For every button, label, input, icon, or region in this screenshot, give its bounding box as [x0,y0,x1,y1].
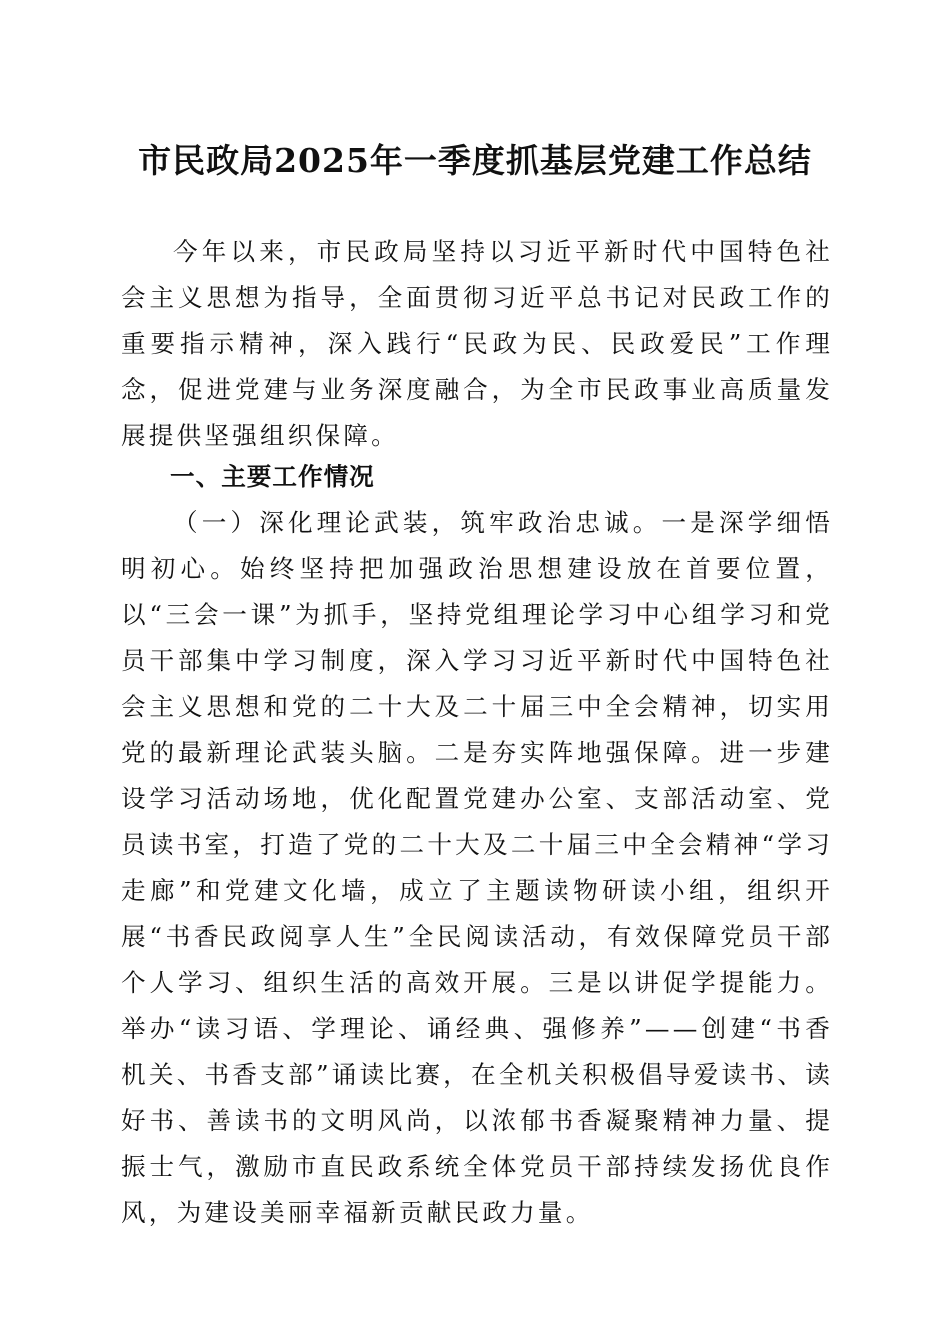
intro-paragraph: 今年以来，市民政局坚持以习近平新时代中国特色社会主义思想为指导，全面贯彻习近平总书记对民政工作的重要指示精神，深入践行“民政为民、民政爱民”工作理念，促进党建与业务深度融合，为全市民政事业高质量发展提供坚强组织保障。 [121,237,833,450]
section-heading: 一、主要工作情况 [170,462,375,491]
section-paragraph: （一）深化理论武装，筑牢政治忠诚。一是深学细悟明初心。始终坚持把加强政治思想建设放在首要位置，以“三会一课”为抓手，坚持党组理论学习中心组学习和党员干部集中学习制度，深入学习习近平新时代中国特色社会主义思想和党的二十大及二十届三中全会精神，切实用党的最新理论武装头脑。二是夯实阵地强保障。进一步建设学习活动场地，优化配置党建办公室、支部活动室、党员读书室，打造了党的二十大及二十届三中全会精神“学习走廊”和党建文化墙，成立了主题读物研读小组，组织开展“书香民政阅享人生”全民阅读活动，有效保障党员干部个人学习、组织生活的高效开展。三是以讲促学提能力。举办“读习语、学理论、诵经典、强修养”——创建“书香机关、书香支部”诵读比赛，在全机关积极倡导爱读书、读好书、善读书的文明风尚，以浓郁书香凝聚精神力量、提振士气，激励市直民政系统全体党员干部持续发扬优良作风，为建设美丽幸福新贡献民政力量。 [121,508,833,1227]
document-title: 市民政局2025年一季度抓基层党建工作总结 [138,141,812,180]
